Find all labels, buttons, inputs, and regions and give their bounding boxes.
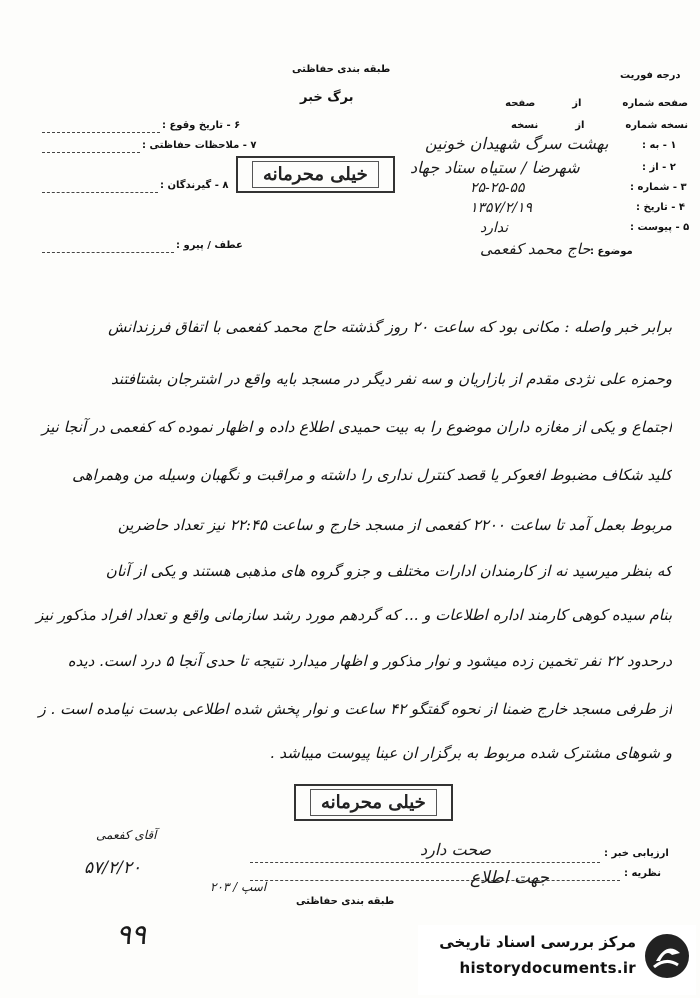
subject-value: حاج محمد کفعمی [480,240,591,258]
page-label: صفحه [505,98,536,109]
security-notes-label: ۷ - ملاحظات حفاظتی : [142,140,257,151]
copy-label: نسخه [511,120,539,131]
to-value: بهشت سرگ شهیدان خونین [425,134,609,153]
priority-label: درجه فوریت [620,70,681,81]
body-line-8: درحدود ۲۲ نفر تخمین زده میشود و نوار مذکور و اظهار میدارد نتیجه تا حدی آنجا ۵ درد است. دیده [67,652,672,670]
initials: اسپ / ۲۰۳ [210,880,267,894]
archive-url: historydocuments.ir [459,959,636,977]
to-label: ۱ - به : [642,140,677,151]
bottom-classification-stamp [294,784,453,821]
copy-number-row [470,120,688,131]
signature-date: ۵۷/۲/۲۰ [84,858,142,878]
top-classification-stamp [236,156,395,193]
opinion-label: نظریه : [624,868,662,879]
body-line-9: از طرفی مسجد خارج ضمنا از نحوه گفتگو ۴۲ ساعت و نوار پخش شده اطلاعی بدست نیامده است . ز [38,700,672,718]
date-value: ۱۳۵۷/۲/۱۹ [470,200,533,216]
bottom-stamp-text: خیلی محرمانه [310,789,437,816]
page-from-label: از [572,98,582,109]
signature-name: آقای کفعمی [96,828,157,842]
opinion-value: جهت اطلاع [470,868,549,888]
classification-bottom: طبقه بندی حفاظتی [296,896,395,907]
from-value: شهرضا / ستیاه ستاد جهاد [410,158,580,177]
page-number-row [470,98,688,109]
from-label: ۲ - از : [642,162,676,173]
opinion-line [250,880,620,881]
copy-from-label: از [575,120,585,131]
body-line-6: که بنظر میرسید نه از کارمندان ادارات مختلف و جزو گروه های مذهبی هستند و یکی از آنان [105,562,672,580]
occurrence-date-line [42,132,160,133]
archive-watermark [418,925,696,995]
date-label: ۴ - تاریخ : [636,202,685,213]
body-line-4: کلید شکاف مضبوط افعوکر یا قصد کنترل نداری را داشته و مراقبت و نگهبان وسیله من وهمراهی [72,466,672,484]
body-line-5: مربوط بعمل آمد تا ساعت ۲۲۰۰ کفعمی از مسجد خارج و ساعت ۲۲:۴۵ نیز تعداد حاضرین [117,516,672,534]
subject-label: موضوع : [590,246,633,257]
form-title: برگ خبر [300,90,354,105]
recipients-label: ۸ - گیرندگان : [160,180,229,191]
body-line-3: اجتماع و یکی از مغازه داران موضوع را به بیت حمیدی اطلاع داده و اظهار نموده که کفعمی در آنجا نیز [41,418,672,436]
occurrence-date-label: ۶ - تاریخ وقوع : [162,120,241,131]
reference-line [42,252,174,253]
body-line-1: برابر خبر واصله : مکانی بود که ساعت ۲۰ روز گذشته حاج محمد کفعمی با اتفاق فرزندانش [108,318,672,336]
recipients-line [42,192,158,193]
evaluation-line [250,862,600,863]
archive-logo-icon [642,931,692,981]
evaluation-value: صحت دارد [420,840,492,859]
body-line-10: و شوهای مشترک شده مربوط به برگزار ان عینا پیوست میباشد . [269,744,672,762]
attachment-value: ندارد [480,220,509,236]
body-line-2: وحمزه علی نژدی مقدم از بازاریان و سه نفر دیگر در مسجد بایه واقع در اشترجان بشتافتند [110,370,672,388]
classification-top: طبقه بندی حفاظتی [292,64,391,75]
attachment-label: ۵ - پیوست : [630,222,690,233]
page-number: ۹۹ [116,918,147,951]
security-notes-line [42,152,140,153]
archive-org-name: مرکز بررسی اسناد تاریخی [439,933,636,951]
number-label: ۳ - شماره : [630,182,687,193]
body-line-7: بنام سیده کوهی کارمند اداره اطلاعات و ... که گردهم مورد رشد سازمانی واقع و تعداد افراد مذکور نیز [36,606,672,624]
evaluation-label: ارزیابی خبر : [604,848,669,859]
top-stamp-text: خیلی محرمانه [252,161,379,188]
reference-label: عطف / پیرو : [176,240,243,251]
copy-no-label: نسخه شماره [625,120,688,131]
page-no-label: صفحه شماره [622,98,688,109]
number-value: ۲۵-۲۵-۵۵ [470,180,525,196]
